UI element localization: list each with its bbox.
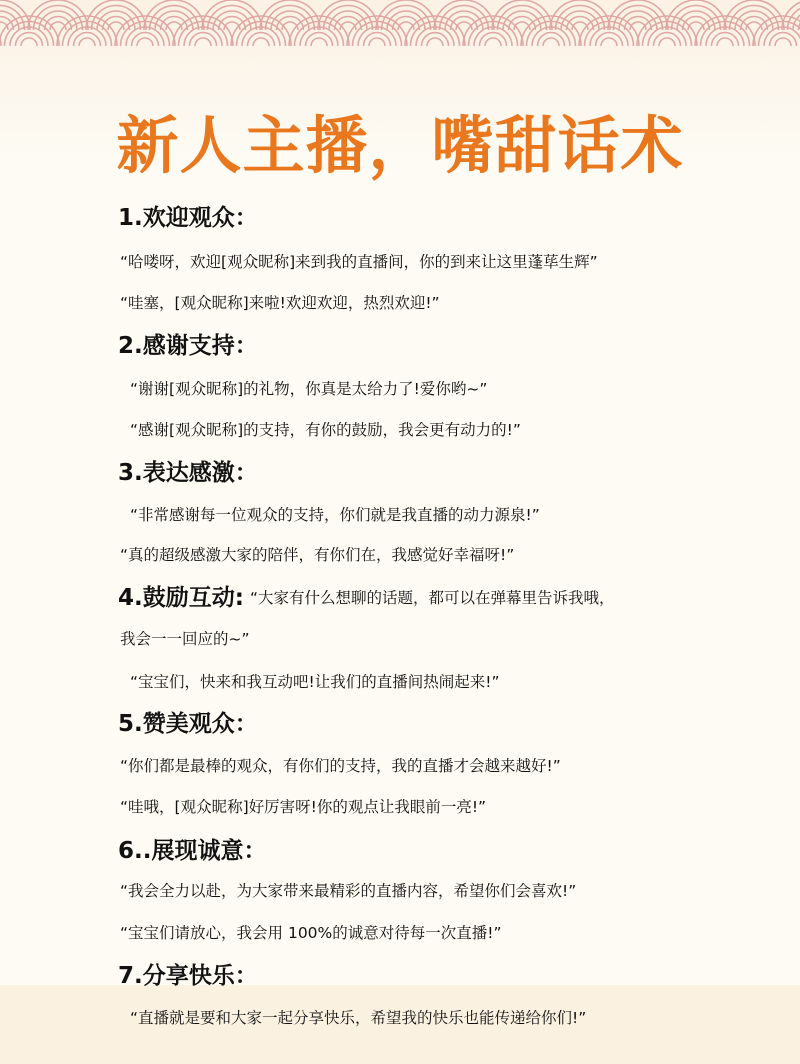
wave-arc <box>0 16 1 46</box>
wave-arc <box>543 38 559 46</box>
wave-arc <box>659 38 675 46</box>
section-2-line-2: “感谢[观众昵称]的支持，有你的鼓励，我会更有动力的!” <box>130 421 521 439</box>
wave-arc <box>144 0 204 30</box>
section-1-line-2: “哇塞，[观众昵称]来啦!欢迎欢迎，热烈欢迎!” <box>120 294 440 312</box>
wave-arc <box>202 0 262 30</box>
wave-arc <box>601 38 617 46</box>
wave-arc <box>492 0 552 30</box>
wave-arc <box>21 38 37 46</box>
wave-arc <box>724 0 784 30</box>
wave-arc <box>132 33 159 47</box>
wave-arc <box>596 33 623 47</box>
section-4-inline-text: “大家有什么想聊的话题，都可以在弹幕里告诉我哦， <box>249 589 615 607</box>
section-7-heading: 7.分享快乐： <box>118 963 258 989</box>
wave-arc <box>318 0 378 30</box>
section-1-heading: 1.欢迎观众： <box>118 205 258 231</box>
wave-arc <box>770 33 797 47</box>
wave-arc <box>485 38 501 46</box>
wave-arc <box>422 33 449 46</box>
wave-arc <box>74 33 101 47</box>
wave-arc <box>306 33 333 47</box>
section-5-heading: 5.赞美观众： <box>118 711 258 737</box>
wave-arc <box>16 33 43 46</box>
wave-arc <box>311 38 327 46</box>
wave-arc <box>712 33 739 47</box>
wave-arc <box>364 33 391 47</box>
wave-arc <box>654 33 681 47</box>
wave-arc <box>369 38 385 46</box>
wave-arc <box>480 33 507 47</box>
wave-arc <box>253 38 269 46</box>
wave-arc <box>190 33 217 47</box>
wave-arc <box>434 0 494 30</box>
section-4-line-2: “宝宝们，快来和我互动吧!让我们的直播间热闹起来!” <box>130 673 500 691</box>
wave-arc <box>195 38 211 46</box>
section-1-line-1: “哈喽呀，欢迎[观众昵称]来到我的直播间，你的到来让这里蓬荜生辉” <box>120 253 598 271</box>
wave-arc <box>550 0 610 30</box>
wave-arc <box>137 38 153 46</box>
section-2-line-1: “谢谢[观众昵称]的礼物，你真是太给力了!爱你哟~” <box>130 380 488 398</box>
section-5-line-2: “哇哦，[观众昵称]好厉害呀!你的观点让我眼前一亮!” <box>120 798 487 816</box>
wave-arc <box>260 0 320 30</box>
section-3-heading: 3.表达感激： <box>118 460 258 486</box>
wave-arc <box>717 38 733 46</box>
wave-arc <box>427 38 443 46</box>
wave-arc <box>248 33 275 47</box>
section-4-heading-label: 4.鼓励互动: <box>118 585 244 611</box>
wave-arc <box>28 0 88 30</box>
wave-arc <box>666 0 726 30</box>
wave-arc <box>538 33 565 47</box>
section-4-heading <box>118 583 615 613</box>
section-3-line-2: “真的超级感激大家的陪伴，有你们在，我感觉好幸福呀!” <box>120 546 515 564</box>
wave-arc <box>608 0 668 30</box>
page-title: 新人主播，嘴甜话术 <box>116 109 684 182</box>
decorative-wave-border <box>0 0 800 48</box>
wave-arc <box>86 0 146 30</box>
section-7-line-1: “直播就是要和大家一起分享快乐，希望我的快乐也能传递给你们!” <box>130 1009 587 1027</box>
section-6-heading: 6..展现诚意： <box>118 838 267 864</box>
section-4-line-1: 我会一一回应的~” <box>120 630 250 648</box>
section-3-line-1: “非常感谢每一位观众的支持，你们就是我直播的动力源泉!” <box>130 506 540 524</box>
section-6-line-2: “宝宝们请放心，我会用 100%的诚意对待每一次直播!” <box>120 924 502 942</box>
wave-arc <box>376 0 436 30</box>
wave-arc <box>775 38 791 46</box>
section-5-line-1: “你们都是最棒的观众，有你们的支持，我的直播才会越来越好!” <box>120 757 561 775</box>
wave-arc <box>79 38 95 46</box>
section-2-heading: 2.感谢支持： <box>118 333 258 359</box>
section-6-line-1: “我会全力以赴，为大家带来最精彩的直播内容，希望你们会喜欢!” <box>120 882 577 900</box>
